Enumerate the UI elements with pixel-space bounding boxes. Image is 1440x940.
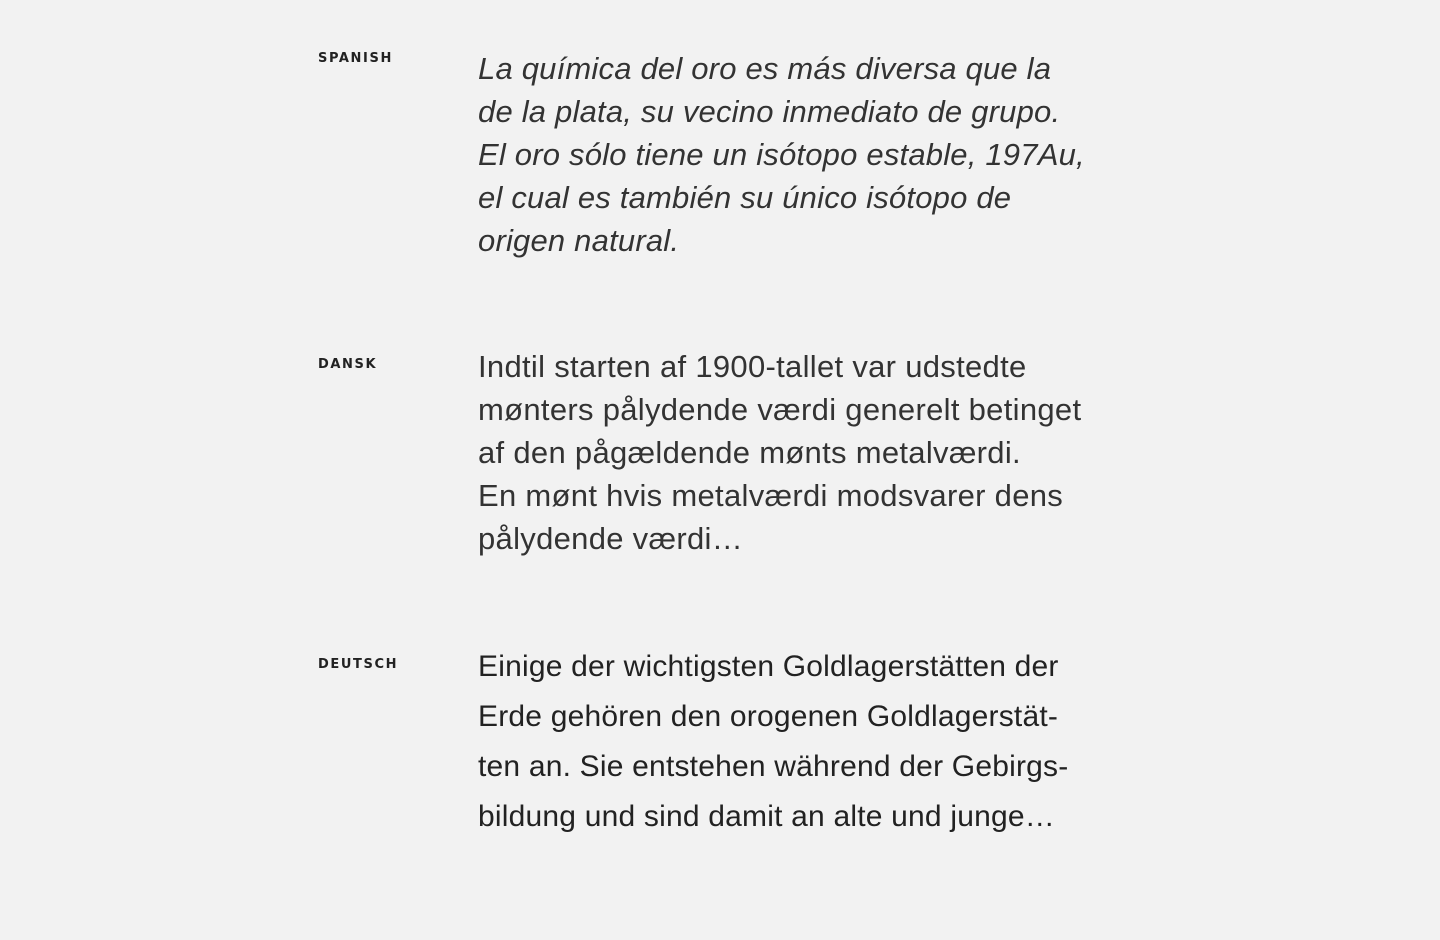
specimen-line: de la plata, su vecino inmediato de grupo. [478,94,1061,129]
specimen-line: af den pågældende mønts metalværdi. [478,435,1021,470]
specimen-line: En mønt hvis metalværdi modsvarer dens [478,478,1064,513]
language-label-dansk: DANSK [318,357,378,372]
specimen-line: Indtil starten af 1900-tallet var udstedte [478,349,1027,384]
specimen-line: Einige der wichtigsten Goldlagerstätten der [478,650,1059,683]
specimen-line: pålydende værdi… [478,521,743,556]
specimen-text-dansk [478,345,1138,560]
specimen-line: origen natural. [478,223,680,258]
specimen-text-spanish [478,47,1138,262]
specimen-line: La química del oro es más diversa que la [478,51,1052,86]
specimen-text-deutsch [478,642,1138,842]
specimen-line: Erde gehören den orogenen Goldlagerstät- [478,700,1059,733]
specimen-line: ten an. Sie entstehen während der Gebirgs- [478,750,1069,783]
specimen-line: mønters pålydende værdi generelt betinget [478,392,1082,427]
language-label-spanish: SPANISH [318,51,393,66]
specimen-line: el cual es también su único isótopo de [478,180,1012,215]
specimen-line: El oro sólo tiene un isótopo estable, 197Au, [478,137,1085,172]
language-label-deutsch: DEUTSCH [318,657,399,672]
specimen-line: bildung und sind damit an alte und junge… [478,800,1055,833]
